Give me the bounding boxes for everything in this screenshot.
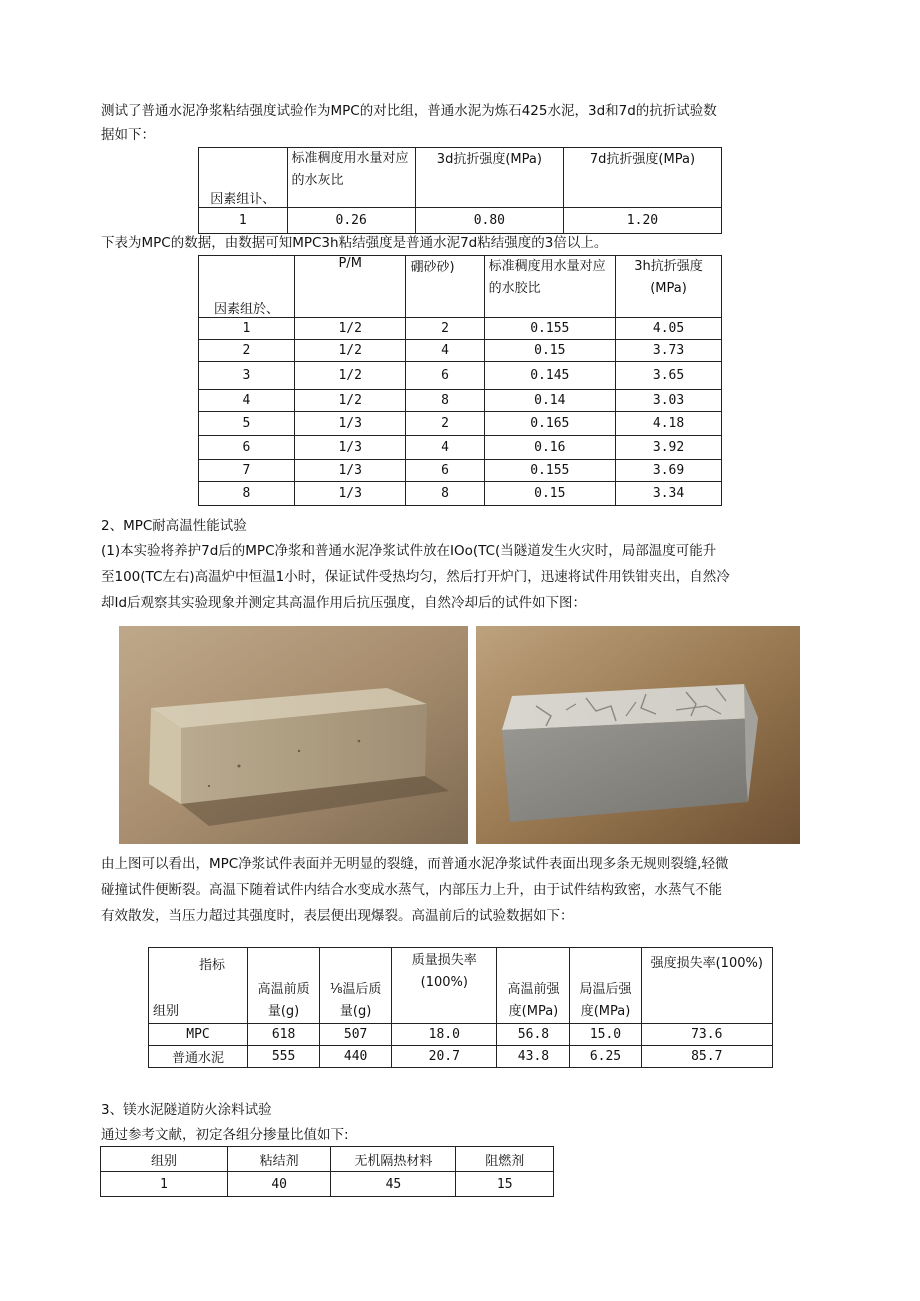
table-cell: 18.0 [392,1024,497,1046]
table-cell: 15 [456,1172,554,1197]
table-cell: 440 [320,1046,392,1068]
section-3-heading: 3、镁水泥隧道防火涂料试验 [101,1102,272,1118]
table-cell: 3.69 [616,460,722,482]
table-row [149,1046,773,1068]
table-header: 粘结剂 [227,1147,330,1172]
table-cell: 2 [406,412,484,436]
table-row [199,436,722,460]
table-header: 局温后强度(MPa) [570,948,641,1024]
table-header: 7d抗折强度(MPa) [563,148,721,208]
table-header: 标准稠度用水量对应的水灰比 [287,148,415,208]
cement-specimen-photo [476,626,800,844]
table-header: 标准稠度用水量对应的水胶比 [484,256,616,318]
mpc-data-table [198,255,722,506]
table-cell: 0.26 [287,208,415,234]
table-cell: 73.6 [641,1024,772,1046]
section-2-para-line: (1)本实验将养护7d后的MPC净浆和普通水泥净浆试件放在IOo(TC(当隧道发生火灾时，局部温度可能升 [101,543,717,559]
table-cell: 0.80 [415,208,563,234]
table-cell: 普通水泥 [149,1046,248,1068]
table-header: 3h抗折强度(MPa) [616,256,722,318]
high-temperature-table [148,947,773,1068]
table-cell: 1/3 [294,412,406,436]
table-cell: 2 [406,318,484,340]
table-header: 阻燃剂 [456,1147,554,1172]
table-cell: 8 [406,390,484,412]
table-row [149,1024,773,1046]
table-cell: 3.73 [616,340,722,362]
table-cell: 507 [320,1024,392,1046]
table-cell: 0.15 [484,340,616,362]
observation-line: 碰撞试件便断裂。高温下随着试件内结合水变成水蒸气，内部压力上升，由于试件结构致密，水蒸气不能 [101,882,722,898]
table-cell: 1/2 [294,318,406,340]
corner-header-bottom: 组别 [153,1004,180,1019]
table-cell: 6 [406,362,484,390]
section-2-para-line: 却Id后观察其实验现象并测定其高温作用后抗压强度，自然冷却后的试件如下图： [101,595,587,611]
table-cell: 3.65 [616,362,722,390]
table-row [101,1172,554,1197]
table-cell: 6 [199,436,295,460]
corner-header [149,948,248,1024]
table-cell: 20.7 [392,1046,497,1068]
table-header: 强度损失率(100%) [641,948,772,1024]
table-row [199,460,722,482]
table-cell: 4 [406,340,484,362]
cement-comparison-table [198,147,722,234]
table-cell: 1/3 [294,460,406,482]
table-cell: 0.165 [484,412,616,436]
table-cell: 1/3 [294,436,406,460]
mpc-specimen-photo [119,626,468,844]
table-cell: 43.8 [497,1046,570,1068]
table-cell: 8 [406,482,484,506]
table-cell: 6 [406,460,484,482]
table-header: 因素组於、 [199,256,295,318]
table-cell: 1 [199,208,288,234]
table-cell: 4.18 [616,412,722,436]
table-cell: 1 [199,318,295,340]
table-header: ⅛温后质量(g) [320,948,392,1024]
table-cell: 0.155 [484,318,616,340]
table-cell: 8 [199,482,295,506]
table-cell: 3 [199,362,295,390]
table-header: 因素组讣、 [199,148,288,208]
intro-line-1: 测试了普通水泥净浆粘结强度试验作为MPC的对比组，普通水泥为炼石425水泥，3d和7d的抗折试验数 [101,103,717,119]
table-row [199,362,722,390]
table-cell: 618 [248,1024,320,1046]
table-row [199,390,722,412]
table-cell: 4.05 [616,318,722,340]
table-cell: 4 [199,390,295,412]
table-header: 组别 [101,1147,228,1172]
table-cell: 56.8 [497,1024,570,1046]
table-cell: 0.145 [484,362,616,390]
section-2-para-line: 至100(TC左右)高温炉中恒温1小时，保证试件受热均匀，然后打开炉门，迅速将试件用铁钳夹出，自然冷 [101,569,730,585]
table-row [199,340,722,362]
table-cell: 5 [199,412,295,436]
table-header: 高温前质量(g) [248,948,320,1024]
table-cell: 40 [227,1172,330,1197]
table-header: P/M [294,256,406,318]
table-header: 质量损失率(100%) [392,948,497,1024]
table-header: 硼砂砂) [406,256,484,318]
coating-ratio-table [100,1146,554,1197]
corner-header-top: 指标 [199,958,226,973]
table-cell: 15.0 [570,1024,641,1046]
table-header: 高温前强度(MPa) [497,948,570,1024]
table-cell: 3.03 [616,390,722,412]
intro-line-2: 据如下： [101,127,155,143]
table-cell: 1 [101,1172,228,1197]
table-cell: 1/2 [294,362,406,390]
mpc-intro: 下表为MPC的数据，由数据可知MPC3h粘结强度是普通水泥7d粘结强度的3倍以上。 [101,235,608,251]
table-cell: 85.7 [641,1046,772,1068]
table-row [199,318,722,340]
table-cell: 0.15 [484,482,616,506]
table-cell: 1.20 [563,208,721,234]
table-cell: 1/2 [294,340,406,362]
table-cell: 45 [331,1172,456,1197]
table-cell: MPC [149,1024,248,1046]
table-cell: 3.92 [616,436,722,460]
table-header: 3d抗折强度(MPa) [415,148,563,208]
table-cell: 6.25 [570,1046,641,1068]
table-cell: 0.14 [484,390,616,412]
table-cell: 2 [199,340,295,362]
observation-line: 有效散发，当压力超过其强度时，表层便出现爆裂。高温前后的试验数据如下： [101,908,574,924]
table-cell: 4 [406,436,484,460]
table-row [199,482,722,506]
section-2-heading: 2、MPC耐高温性能试验 [101,518,247,534]
table-cell: 7 [199,460,295,482]
table-cell: 0.155 [484,460,616,482]
table-cell: 1/2 [294,390,406,412]
table-cell: 555 [248,1046,320,1068]
table-cell: 1/3 [294,482,406,506]
section-3-intro: 通过参考文献，初定各组分掺量比值如下: [101,1127,349,1143]
observation-line: 由上图可以看出，MPC净浆试件表面并无明显的裂缝，而普通水泥净浆试件表面出现多条无规则裂缝,轻微 [101,856,729,872]
table-cell: 0.16 [484,436,616,460]
table-header: 无机隔热材料 [331,1147,456,1172]
table-row [199,412,722,436]
table-cell: 3.34 [616,482,722,506]
